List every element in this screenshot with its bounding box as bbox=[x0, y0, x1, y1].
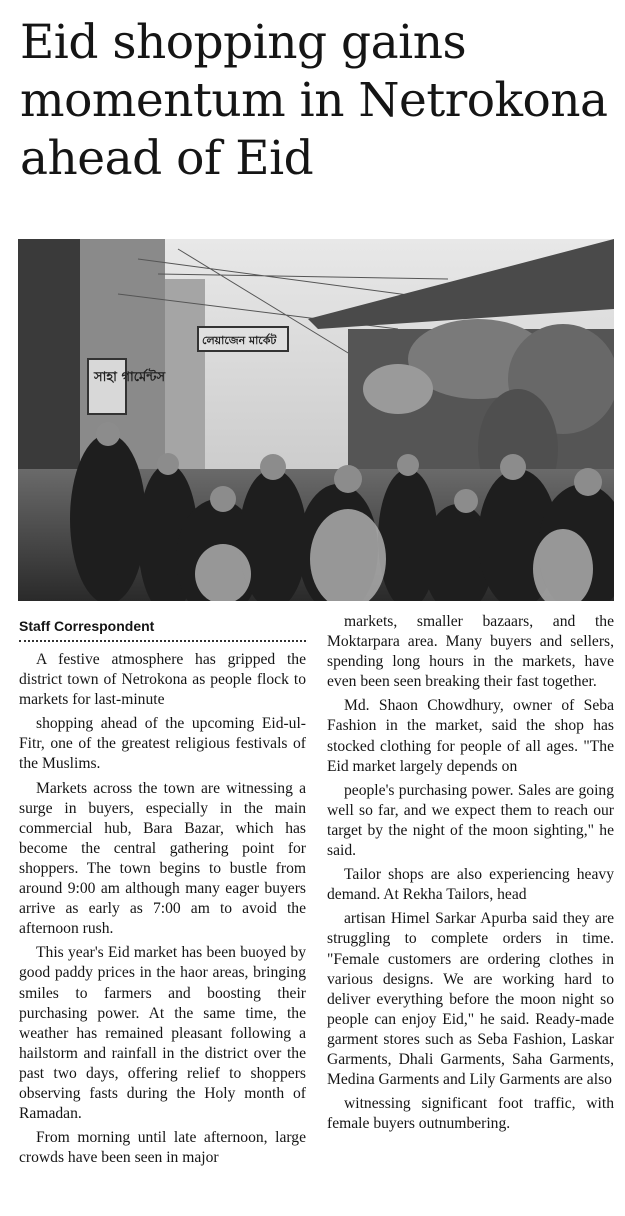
article-column-left bbox=[19, 616, 306, 1172]
shop-sign-center: লেয়াজেন মার্কেট bbox=[202, 334, 277, 347]
shop-sign-left: সাহা গার্মেন্টস bbox=[94, 370, 166, 385]
paragraph: Tailor shops are also experiencing heavy demand. At Rekha Tailors, head bbox=[327, 866, 614, 904]
headline: Eid shopping gains momentum in Netrokona ahead of Eid bbox=[20, 15, 608, 186]
paragraph: Markets across the town are witnessing a surge in buyers, especially in the main commercial hub, Bara Bazar, which has become the central gathering point for shoppers. The town begins to bustle from around 9:00 am although many eager buyers arrive as early as 7:00 am to avoid the afternoon rush. bbox=[19, 779, 306, 938]
paragraph: Md. Shaon Chowdhury, owner of Seba Fashion in the market, said the shop has stocked clothing for people of all ages. "The Eid market largely depends on bbox=[327, 697, 614, 775]
byline: Staff Correspondent bbox=[19, 616, 306, 642]
paragraph: A festive atmosphere has gripped the district town of Netrokona as people flock to markets for last-minute bbox=[19, 651, 306, 709]
paragraph: people's purchasing power. Sales are going well so far, and we expect them to reach our target by the night of the moon sighting," he said. bbox=[327, 781, 614, 860]
paragraph: shopping ahead of the upcoming Eid-ul-Fitr, one of the greatest religious festivals of the Muslims. bbox=[19, 715, 306, 773]
article-column-right bbox=[327, 612, 614, 1138]
paragraph: markets, smaller bazaars, and the Moktarpara area. Many buyers and sellers, spending long hours in the markets, have even been seen breaking their fast together. bbox=[327, 613, 614, 691]
paragraph: artisan Himel Sarkar Apurba said they are struggling to complete orders in time. "Female customers are ordering clothes in various designs. We are working hard to deliver everything before the moon night so people can enjoy Eid," he said. Ready-made garment stores such as Seba Fashion, Laskar Garments, Dhali Garments, Saha Garments, Medina Garments and Lily Garments are also bbox=[327, 910, 614, 1089]
market-crowd-photo bbox=[18, 239, 614, 601]
paragraph: witnessing significant foot traffic, with female buyers outnumbering. bbox=[327, 1095, 614, 1133]
paragraph: This year's Eid market has been buoyed by good paddy prices in the haor areas, bringing smiles to farmers and boosting their purchasing power. At the same time, the weather has remained pleasant following a hailstorm and rainfall in the district over the past two days, offering relief to shoppers observing fasts during the Holy month of Ramadan. bbox=[19, 944, 306, 1123]
paragraph: From morning until late afternoon, large crowds have been seen in major bbox=[19, 1129, 306, 1167]
